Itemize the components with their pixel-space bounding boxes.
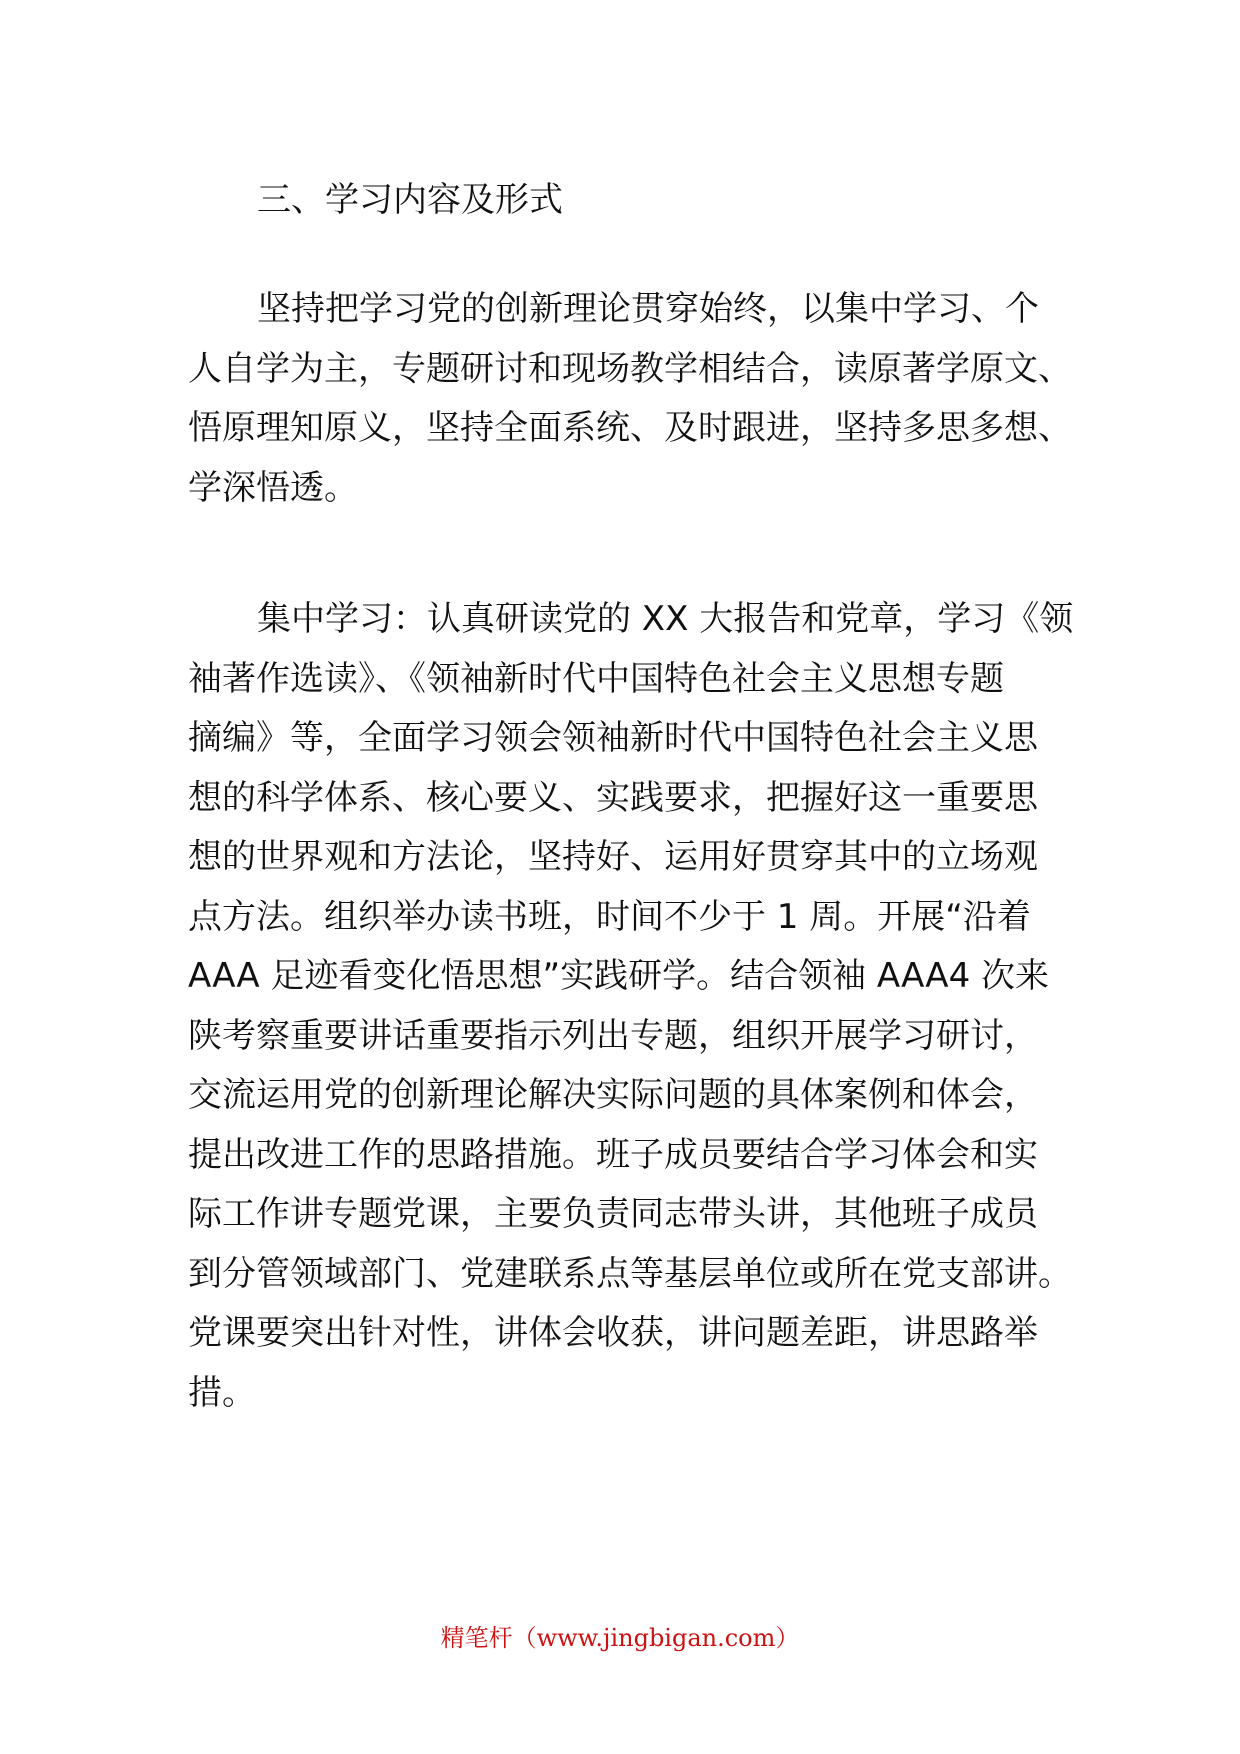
paragraph-line: 交流运用党的创新理论解决实际问题的具体案例和体会， (188, 1075, 1038, 1115)
paragraph-line: 人自学为主，专题研讨和现场教学相结合，读原著学原文、 (188, 348, 1072, 389)
paragraph-line: 想的科学体系、核心要义、实践要求，把握好这一重要思 (188, 777, 1038, 818)
paragraph-study-approach (188, 280, 1072, 518)
paragraph-line: 陕考察重要讲话重要指示列出专题，组织开展学习研讨， (188, 1015, 1038, 1056)
paragraph-line: 措。 (188, 1372, 256, 1413)
paragraph-line: 学深悟透。 (188, 467, 358, 508)
paragraph-line: 到分管领域部门、党建联系点等基层单位或所在党支部讲。 (188, 1253, 1072, 1294)
paragraph-centralized-study (188, 590, 1074, 1423)
paragraph-line: 际工作讲专题党课，主要负责同志带头讲，其他班子成员 (188, 1194, 1038, 1234)
paragraph-line: 悟原理知原义，坚持全面系统、及时跟进，坚持多思多想、 (188, 408, 1072, 448)
paragraph-line: 提出改进工作的思路措施。班子成员要结合学习体会和实 (188, 1134, 1038, 1175)
footer-watermark-link[interactable]: 精笔杆（www.jingbigan.com） (440, 1624, 800, 1652)
paragraph-line: 摘编》等，全面学习领会领袖新时代中国特色社会主义思 (188, 718, 1038, 758)
paragraph-line: 集中学习：认真研读党的 XX 大报告和党章，学习《领 (257, 599, 1074, 639)
paragraph-line: 点方法。组织举办读书班，时间不少于 1 周。开展“沿着 (188, 896, 1031, 937)
paragraph-line: 党课要突出针对性，讲体会收获，讲问题差距，讲思路举 (188, 1313, 1038, 1353)
paragraph-line: 想的世界观和方法论，坚持好、运用好贯穿其中的立场观 (188, 837, 1038, 877)
paragraph-line: 袖著作选读》、《领袖新时代中国特色社会主义思想专题 (188, 658, 1004, 699)
section-heading: 三、学习内容及形式 (257, 180, 563, 220)
paragraph-line: 坚持把学习党的创新理论贯穿始终，以集中学习、个 (257, 289, 1039, 329)
paragraph-line: AAA 足迹看变化悟思想”实践研学。结合领袖 AAA4 次来 (188, 956, 1050, 996)
